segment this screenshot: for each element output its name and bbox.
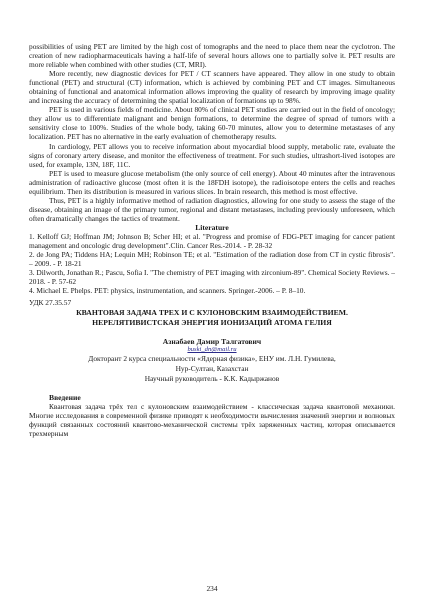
paragraph-pet-oncology: PET is used in various fields of medicine. About 80% of clinical PET studies are carried out in the field of oncology; they allow us to differentiate malignant and benign formations, to determine the degree of spread of tumors with a sensitivity close to 100%. Studies of the whole body, taking 60-70 minutes, allow you to determine metastases of any localization. PET has no alternative in the early evaluation of chemotherapy results. (29, 105, 395, 142)
reference-item: 3. Dilworth, Jonathan R.; Pascu, Sofia I. "The chemistry of PET imaging with zirconium-89". Chemical Society Reviews. – 2018. - P. 57-62 (29, 268, 395, 287)
author-name: Азнабаев Дамир Талгатович (162, 337, 262, 347)
intro-paragraph: Квантовая задача трёх тел с кулоновским взаимодействием - классическая задача квантовой механики. Многие исследования в современной физике приводят к необходимости вычисления значений энергии и волновых функций связанных состояний квантово-механической системы трёх заряженных частиц, которая описывается трехмерным (29, 402, 395, 439)
author-email-link[interactable]: buski_dn@mail.ru (187, 346, 237, 354)
literature-heading: Literature (195, 222, 229, 232)
paragraph-pet-glucose: PET is used to measure glucose metabolism (the only source of cell energy). About 40 minutes after the intravenous administration of radioactive glucose (most often it is the 18FDH isotope), the radioisotope enters the cells and reaches equilibrium. Then its distribution is measured in various slices. In brain research, this method is most effective. (29, 168, 395, 196)
article-title: КВАНТОВАЯ ЗАДАЧА ТРЕХ И С КУЛОНОВСКИМ ВЗАИМОДЕЙСТВИЕМ. НЕРЕЛЯТИВИСТСКАЯ ЭНЕРГИЯ ИОНИЗАЦИЙ АТОМА ГЕЛИЯ (76, 308, 348, 327)
udc-code: УДК 27.35.57 (29, 298, 72, 308)
affiliation-line: Докторант 2 курса специальности «Ядерная физика», ЕНУ им. Л.Н. Гумилева, (88, 354, 336, 364)
intro-heading: Введение (49, 393, 81, 403)
paragraph-pet-ct-scanners: More recently, new diagnostic devices for PET / CT scanners have appeared. They allow in one study to obtain functional (PET) and structural (CT) information, which is achieved by combining PET and CT images. Simultaneous obtaining of functional and anatomical information allows improving the quality of research by improving image quality and increasing the accuracy of determining the spatial localization of formations up to 98%. (29, 69, 395, 106)
reference-item: 4. Michael E. Phelps. PET: physics, instrumentation, and scanners. Springer.-2006. – P. 8–10. (29, 286, 306, 296)
reference-item: 1. Kelloff GJ; Hoffman JM; Johnson B; Scher HI; et al. "Progress and promise of FDG-PET imaging for cancer patient management and oncologic drug development".Clin. Cancer Res.-2014. - P. 28-32 (29, 231, 395, 250)
page-number: 234 (206, 584, 218, 593)
paragraph-pet-conclusion: Thus, PET is a highly informative method of radiation diagnostics, allowing for one study to assess the stage of the disease, obtaining an image of the primary tumor, regional and distant metastases, including previously unforeseen, which often dramatically changes the tactics of treatment. (29, 195, 395, 223)
paragraph-pet-limitations: possibilities of using PET are limited by the high cost of tomographs and the need to place them near the cyclotron. The creation of new radiopharmaceuticals having a half-life of several hours allows one to partially solve it. PET results are more reliable when combined with other studies (CT, MRI). (29, 42, 395, 70)
reference-item: 2. de Jong PA; Tiddens HA; Lequin MH; Robinson TE; et al. "Estimation of the radiation dose from CT in cystic fibrosis". – 2009. - P. 18-21 (29, 250, 395, 269)
supervisor-line: Научный руководитель - К.К. Кадыржанов (144, 373, 280, 383)
affiliation-line: Нур-Султан, Казахстан (175, 364, 249, 374)
paragraph-pet-cardiology: In cardiology, PET allows you to receive information about myocardial blood supply, metabolic rate, evaluate the signs of coronary artery disease, and monitor the effectiveness of treatment. For such studies, ultrashort-lived isotopes are used, for example, 13N, 18F, 11C. (29, 141, 395, 169)
